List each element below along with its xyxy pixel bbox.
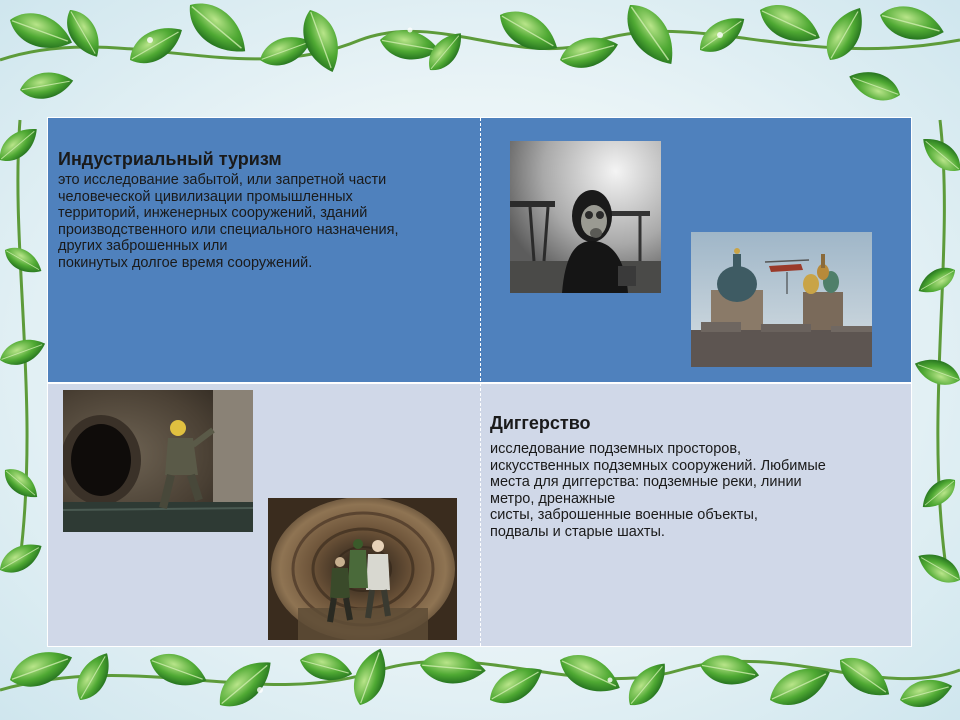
city-rooftops-photo (691, 232, 872, 367)
pipe-explorers-photo (268, 498, 457, 640)
industrial-tourism-text: это исследование забытой, или запретной части человеческой цивилизации промышленных территорий, инженерных сооружений, зданий производственного или специального назначения, других заброшенных или покинутых долгое время сооружений. (58, 172, 399, 271)
table-divider-horizontal (48, 382, 911, 384)
gas-mask-photo (510, 141, 661, 293)
diggerstvo-text: исследование подземных просторов, искусственных подземных сооружений. Любимые места для диггерства: подземные реки, линии метро, дренажные систы, заброшенные военные объекты, подвалы и старые шахты. (490, 441, 826, 540)
tunnel-digger-photo (63, 390, 253, 532)
industrial-tourism-title: Индустриальный туризм (58, 149, 282, 169)
diggerstvo-title: Диггерство (490, 413, 591, 433)
